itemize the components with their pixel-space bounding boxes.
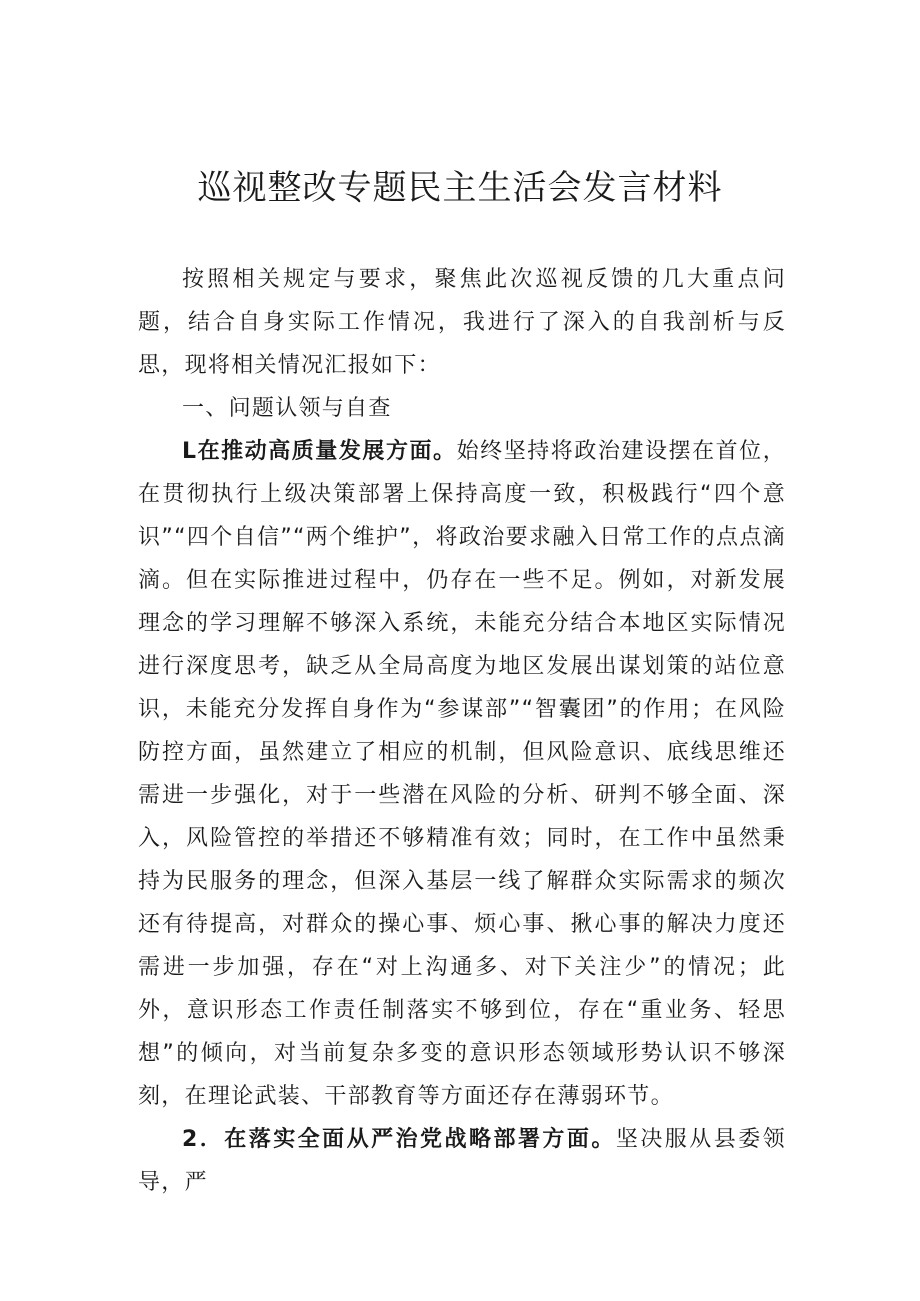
document-body [138,258,786,1204]
item-paragraph-1 [138,430,786,1118]
item-paragraph-2 [138,1118,786,1204]
intro-paragraph: 按照相关规定与要求，聚焦此次巡视反馈的几大重点问题，结合自身实际工作情况，我进行了深入的自我剖析与反思，现将相关情况汇报如下： [138,267,786,378]
item-lead-1: L在推动高质量发展方面。 [182,439,457,464]
item-text-1: 始终坚持将政治建设摆在首位，在贯彻执行上级决策部署上保持高度一致，积极践行“四个意识”“四个自信”“两个维护”，将政治要求融入日常工作的点点滴滴。但在实际推进过程中，仍存在一些不足。例如，对新发展理念的学习理解不够深入系统，未能充分结合本地区实际情况进行深度思考，缺乏从全局高度为地区发展出谋划策的站位意识，未能充分发挥自身作为“参谋部”“智囊团”的作用；在风险防控方面，虽然建立了相应的机制，但风险意识、底线思维还需进一步强化，对于一些潜在风险的分析、研判不够全面、深入，风险管控的举措还不够精准有效；同时，在工作中虽然秉持为民服务的理念，但深入基层一线了解群众实际需求的频次还有待提高，对群众的操心事、烦心事、揪心事的解决力度还需进一步加强，存在“对上沟通多、对下关注少”的情况；此外，意识形态工作责任制落实不够到位，存在“重业务、轻思想”的倾向，对当前复杂多变的意识形态领域形势认识不够深刻，在理论武装、干部教育等方面还存在薄弱环节。 [138,439,787,1109]
item-text-2: 坚决服从县委领导，严 [138,1127,786,1195]
section-heading: 一、问题认领与自查 [182,396,392,421]
document-title: 巡视整改专题民主生活会发言材料 [197,168,723,208]
item-lead-2: 2．在落实全面从严治党战略部署方面。 [182,1127,616,1152]
